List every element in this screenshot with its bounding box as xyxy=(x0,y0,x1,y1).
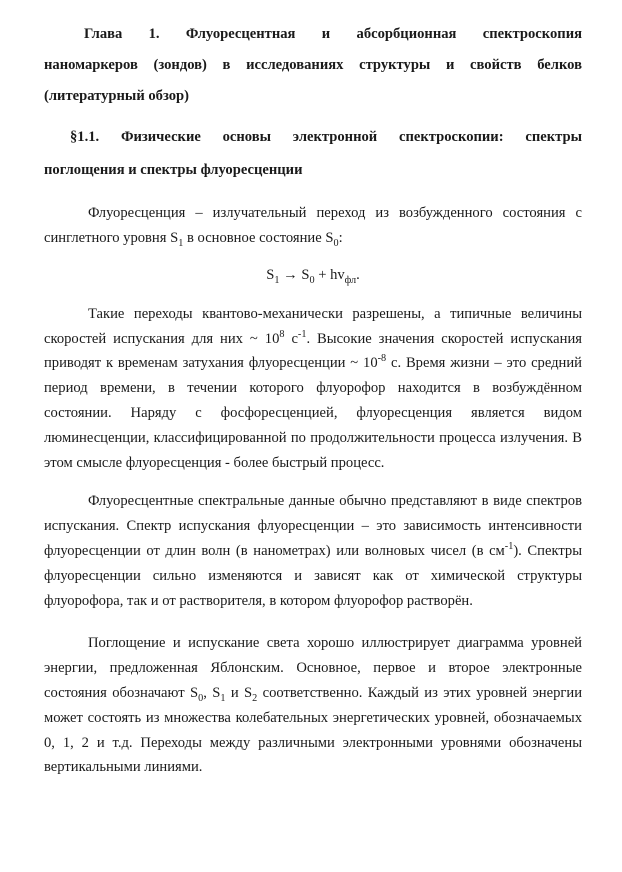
subscript-state-2: 2 xyxy=(252,692,258,704)
formula-sub-1: 1 xyxy=(274,274,280,286)
paragraph-spectral-b: ). Спектры флуоресценции сильно изменяются и зависят как от химической структуры флуорофора, так и от растворителя, в котором флуорофор растворён. xyxy=(44,543,582,609)
section-title-line-2: поглощения и спектры флуоресценции xyxy=(44,162,303,179)
paragraph-definition-text-c: в основное состояние S xyxy=(183,230,334,247)
paragraph-jablonski-a: Поглощение и испускание света хорошо иллюстрирует диаграмма уровней энергии, предложенная Яблонским. Основное, первое и второе электронные состояния обозначают S xyxy=(44,635,582,702)
paragraph-jablonski-d: соответственно. Каждый из этих уровней энергии может состоять из множества колебательных энергетических уровней, обозначаемых 0, 1, 2 и т.д. Переходы между различными электронными уровнями обозначены вертикальными линиями. xyxy=(44,685,582,776)
paragraph-transitions-b: с xyxy=(284,330,298,347)
paragraph-jablonski xyxy=(44,631,582,780)
formula-arrow-text: → S xyxy=(279,267,310,284)
subscript-state-0: 0 xyxy=(198,692,204,704)
chapter-title-line-3: (литературный обзор) xyxy=(44,88,190,105)
spacer xyxy=(44,479,582,489)
chapter-title-continued xyxy=(44,53,582,78)
chapter-title-line-2: наномаркеров (зондов) в исследованиях структуры и свойств белков xyxy=(44,57,582,74)
subscript-s1: 1 xyxy=(178,238,184,250)
chapter-title xyxy=(44,22,582,47)
superscript-minus8: -8 xyxy=(377,353,387,365)
paragraph-definition-text-d: : xyxy=(338,230,343,247)
paragraph-spectral-a: Флуоресцентные спектральные данные обычно представляют в виде спектров испускания. Спектр испускания флуоресценции – это зависимость интенсивности флуоресценции от длин волн (в нанометрах) или волновых чисел (в см xyxy=(44,493,582,560)
paragraph-transitions-d: с. Время жизни – это средний период времени, в течении которого флуорофор находится в возбуждённом состоянии. Наряду с фосфоресценцией, флуоресценция является видом люминесценции, классифицированной по продолжительности процесса излучения. В этом смысле флуоресценция - более быстрый процесс. xyxy=(44,355,582,471)
subscript-state-1: 1 xyxy=(220,692,226,704)
paragraph-jablonski-b: , S xyxy=(203,685,221,702)
formula-sub-fl: фл xyxy=(344,274,357,286)
formula-fluorescence-transition xyxy=(44,263,582,288)
formula-s-left: S xyxy=(266,267,275,284)
formula-sub-0: 0 xyxy=(309,274,315,286)
paragraph-transitions xyxy=(44,302,582,476)
paragraph-transitions-c: . Высокие значения скоростей испускания приводят к временам затухания флуоресценции ~ 10 xyxy=(44,330,582,372)
paragraph-jablonski-c: и S xyxy=(225,685,253,702)
subscript-s0: 0 xyxy=(333,238,339,250)
paragraph-definition-text-a: Флуоресценция – излучательный переход из возбужденного состояния xyxy=(88,205,566,222)
paragraph-spectral-data xyxy=(44,489,582,613)
formula-period: . xyxy=(356,267,360,284)
section-title xyxy=(44,125,582,150)
superscript-8: 8 xyxy=(279,328,285,340)
paragraph-definition xyxy=(44,201,582,251)
chapter-title-end xyxy=(44,84,582,109)
spacer xyxy=(44,191,582,201)
paragraph-transitions-a: Такие переходы квантово-механически разрешены, а типичные величины скоростей испускания для них ~ 10 xyxy=(44,305,582,347)
spacer xyxy=(44,617,582,631)
formula-photon: + hv xyxy=(314,267,345,284)
section-title-line-1: §1.1. Физические основы электронной спектроскопии: спектры xyxy=(70,129,582,146)
chapter-title-line-1: Глава 1. Флуоресцентная и абсорбционная спектроскопия xyxy=(84,26,582,42)
section-title-continued xyxy=(44,158,582,183)
paragraph-definition-text-b: с синглетного уровня S xyxy=(44,205,583,247)
superscript-cm-minus1: -1 xyxy=(504,541,514,553)
superscript-minus1: -1 xyxy=(297,328,307,340)
